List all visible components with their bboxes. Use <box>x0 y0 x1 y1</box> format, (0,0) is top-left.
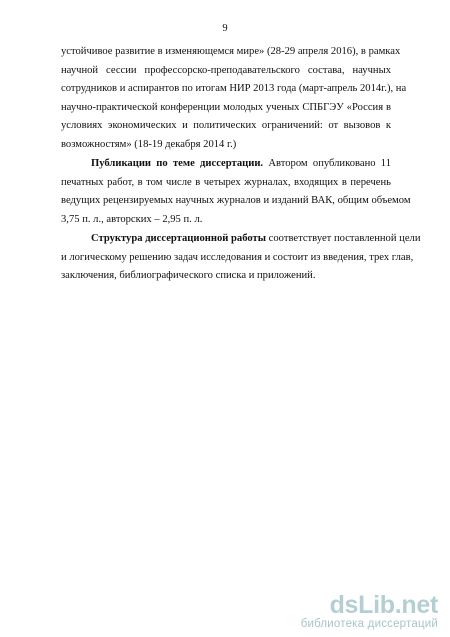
dslib-logo: dsLib.net <box>329 591 438 619</box>
paragraph-structure <box>61 230 421 286</box>
text-line: научно-практической конференции молодых ученых СПБГЭУ «Россия в <box>61 101 391 113</box>
page-number: 9 <box>222 23 228 34</box>
text-line: ведущих рецензируемых научных журналов и изданий ВАК, общим объемом <box>61 195 411 207</box>
text-line: устойчивое развитие в изменяющемся мире» (28-29 апреля 2016), в рамках <box>61 46 401 57</box>
text-line: сотрудников и аспирантов по итогам НИР 2013 года (март-апрель 2014г.), на <box>61 83 407 95</box>
structure-intro: соответствует поставленной цели <box>266 233 421 244</box>
publications-intro: Автором опубликовано 11 <box>263 158 391 169</box>
text-line: условиях экономических и политических ограничений: от вызовов к <box>61 120 391 132</box>
text-line: заключения, библиографического списка и приложений. <box>61 270 316 282</box>
publications-heading: Публикации по теме диссертации. <box>91 158 264 169</box>
text-line: и логическому решению задач исследования и состоит из введения, трех глав, <box>61 251 414 263</box>
text-line: 3,75 п. л., авторских – 2,95 п. л. <box>61 213 203 225</box>
dslib-watermark <box>301 592 438 631</box>
text-line <box>61 155 391 174</box>
dslib-subtitle: библиотека диссертаций <box>300 618 438 630</box>
paragraph-events <box>61 43 407 155</box>
text-line: научной сессии профессорско-преподавательского состава, научных <box>61 64 391 76</box>
text-line: возможностям» (18-19 декабря 2014 г.) <box>61 138 237 150</box>
paragraph-publications <box>61 155 411 229</box>
structure-heading: Структура диссертационной работы <box>91 233 267 244</box>
text-line: печатных работ, в том числе в четырех журналах, входящих в перечень <box>61 176 391 188</box>
text-line <box>61 230 421 249</box>
